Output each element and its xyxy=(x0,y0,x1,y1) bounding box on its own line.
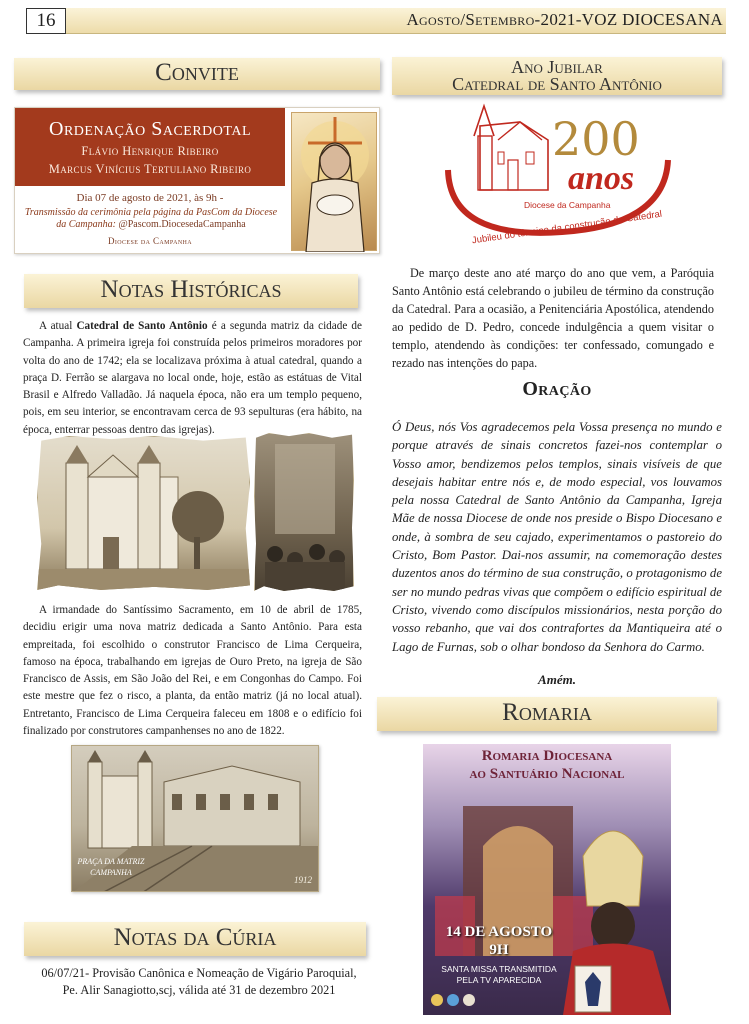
poster-date: 14 DE AGOSTO xyxy=(445,924,553,940)
prayer-amen: Amém. xyxy=(538,672,576,687)
oracao-heading: Oração xyxy=(522,378,592,400)
poster-title-line-2: ao Santuário Nacional xyxy=(469,766,625,782)
para1-rest: é a segunda matriz da cidade de Campanha. A primeira igreja foi construída pelos primeiros moradores por volta do ano de 1742; ela se localizava próxima à atual catedral, quando a praça D. Ferrão se alargava no local onde, hoje, estão as estátuas de Vital Brasil e Alfredo Valladão. Já naquela época, não era um templo pequeno, pois, em seu interior, se encontravam cerca de 93 sepulturas (era hábito, na época, enterrar pessoas dentro das igrejas). xyxy=(23,320,362,436)
photo-year: 1912 xyxy=(294,875,312,885)
curia-note-line-1: 06/07/21- Provisão Canônica e Nomeação de Vigário Paroquial, xyxy=(41,966,357,980)
old-cathedral-photo xyxy=(37,436,250,590)
cathedral-name: Catedral de Santo Antônio xyxy=(76,320,208,332)
praca-da-matriz-photo xyxy=(71,745,319,892)
poster-mass-line-1: SANTA MISSA TRANSMITIDA xyxy=(441,964,557,974)
logo-word: anos xyxy=(568,160,635,197)
historical-paragraph-2: A irmandade do Santíssimo Sacramento, em 10 de abril de 1785, decidiu erigir uma nova matriz dedicada a Santo Antônio. Para esta empreitada, foi escolhido o construtor Francisco de Lima Cerqueira, famoso na época, trabalhando em igrejas de Ouro Preto, na igreja de São Francisco de Assis, em São João del Rei, e em Congonhas do Campo. Foi este mestre que fez o risco, a planta, da então matriz (já no local atual). Entretanto, Francisco de Lima Cerqueira faleceu em 1808 e o edifício foi finalizado por construtores campanhenses no ano de 1822. xyxy=(23,604,362,738)
para1-intro: A atual xyxy=(39,320,77,332)
section-heading-convite: Convite xyxy=(14,58,380,90)
section-heading-notas-historicas: Notas Históricas xyxy=(24,274,358,308)
procession-photo xyxy=(254,433,354,591)
ano-jubilar-line-2: Catedral de Santo Antônio xyxy=(452,74,662,94)
section-heading-notas-curia: Notas da Cúria xyxy=(24,922,366,956)
logo-arc-text: Jubileu do término da construção da Catedral xyxy=(471,208,663,247)
section-heading-romaria: Romaria xyxy=(377,697,717,731)
card-diocese: Diocese da Campanha xyxy=(107,236,193,246)
section-heading-ano-jubilar xyxy=(392,57,722,95)
curia-note xyxy=(14,965,384,999)
jubilee-200-logo xyxy=(440,100,682,250)
poster-logos xyxy=(429,992,489,1008)
transmission-text: Transmissão da cerimônia pela página da PasCom da Diocese da Campanha: xyxy=(24,207,278,230)
logo-number: 200 xyxy=(552,112,640,166)
ordinand-name-2: Marcus Vinícius Tertuliano Ribeiro xyxy=(48,162,252,176)
page-number: 16 xyxy=(26,8,66,34)
transmission-info xyxy=(23,207,279,231)
ordinand-name-1: Flávio Henrique Ribeiro xyxy=(81,144,219,158)
historical-paragraph-1 xyxy=(23,318,362,439)
photo-caption: PRAÇA DA MATRIZ CAMPANHA xyxy=(77,857,145,877)
romaria-poster xyxy=(423,744,671,1015)
publication-title: Agosto/Setembro-2021-VOZ DIOCESANA xyxy=(406,10,723,29)
poster-mass-line-2: PELA TV APARECIDA xyxy=(456,975,542,985)
curia-note-line-2: Pe. Alir Sanagiotto,scj, válida até 31 de dezembro 2021 xyxy=(62,983,336,997)
logo-diocese: Diocese da Campanha xyxy=(524,200,611,210)
prayer-text: Ó Deus, nós Vos agradecemos pela Vossa presença no mundo e porque através de sinais concretos fazei-nos contemplar o Vosso amor, bendizemos pelos templos, sinais visíveis de que desejais habitar entre nós e, de modo especial, vos louvamos pela nossa Catedral de Santo Antônio da Campanha, Igreja Mãe de nossa Diocese de onde nos preside o Bispo Diocesano e onde, à sombra de seu cajado, experimentamos o pastoreio do Cristo, Bom Pastor. Dai-nos assumir, na comemoração destes duzentos anos do término de sua construção, o protagonismo de ser no mundo pedras vivas que compõem o edifício espiritual de Cristo, vivendo como discípulos missionários, nesta porção do vosso rebanho, que vai dos contrafortes da Mantiqueira até o Lago de Furnas, sob o olhar bondoso da Senhora do Carmo. xyxy=(392,420,722,654)
ordination-invitation-card xyxy=(14,107,380,254)
poster-time: 9H xyxy=(489,942,509,958)
card-title: Ordenação Sacerdotal xyxy=(49,118,251,140)
ceremony-date: Dia 07 de agosto de 2021, às 9h - xyxy=(76,192,224,204)
jubilee-paragraph: De março deste ano até março do ano que vem, a Paróquia Santo Antônio está celebrando o jubileu de término da construção da Catedral. Para a ocasião, a Penitenciária Apostólica, atendendo ao pedido de D. Pedro, concede indulgência a quem visitar o templo, atendendo às condições: ter confessado, comungado e rezado nas intenções do papa. xyxy=(392,266,714,370)
christ-good-shepherd-image xyxy=(291,112,377,251)
pascom-handle: @Pascom.DiocesedaCampanha xyxy=(118,219,246,230)
poster-title-line-1: Romaria Diocesana xyxy=(481,748,613,764)
ano-jubilar-line-1: Ano Jubilar xyxy=(511,57,603,77)
